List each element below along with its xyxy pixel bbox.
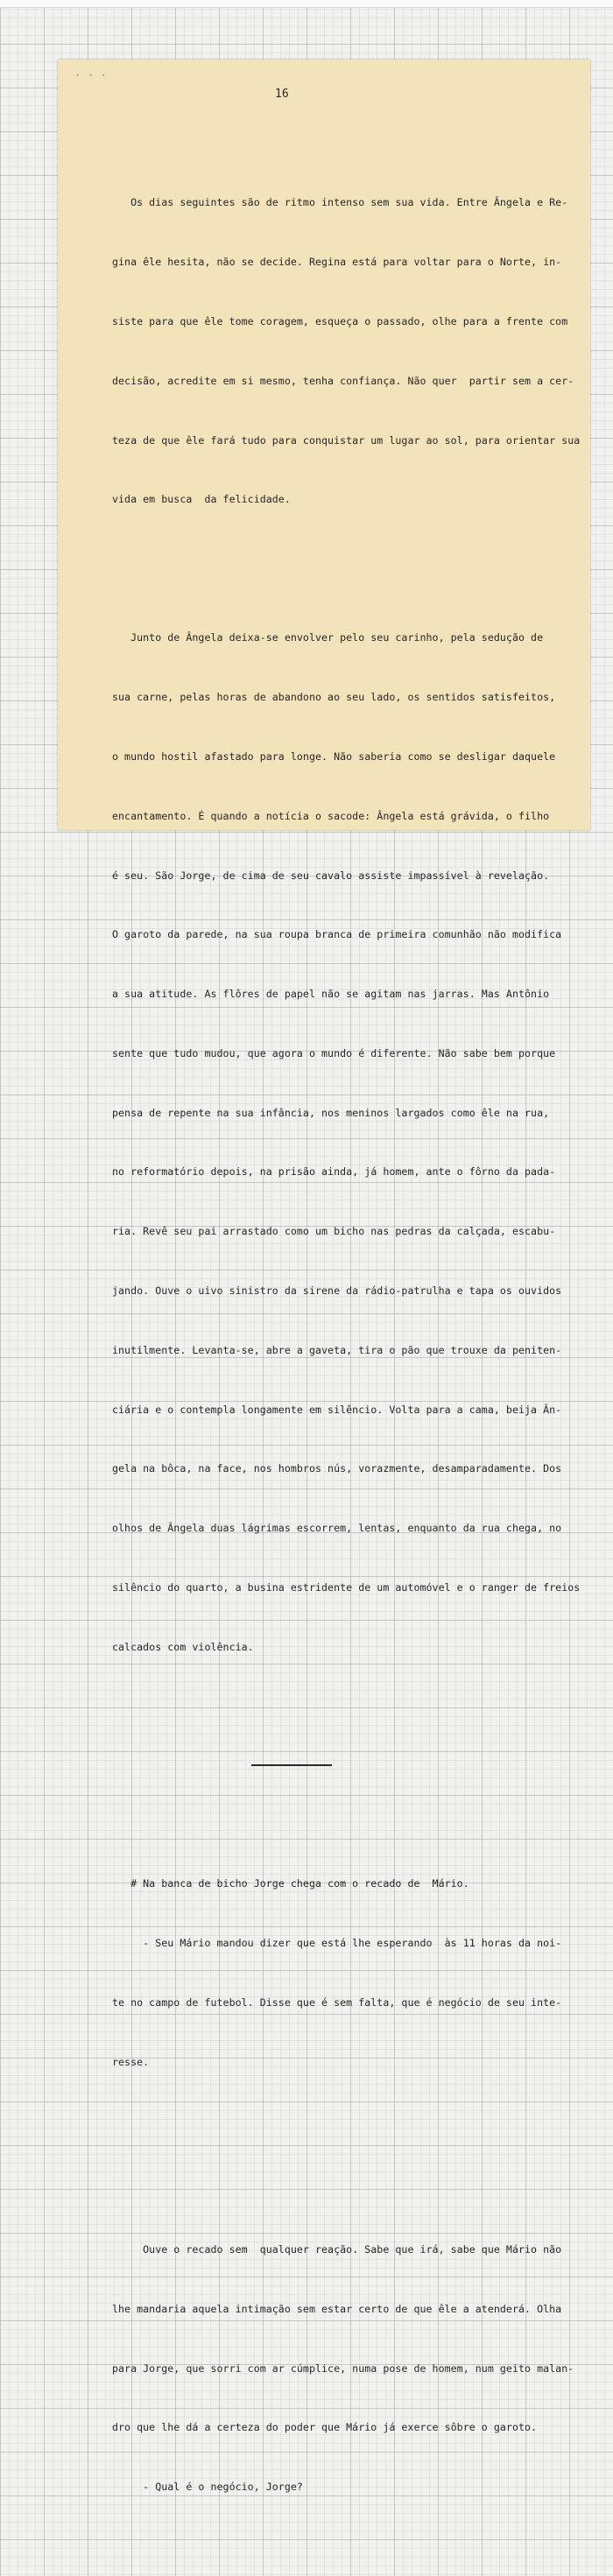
text-line: é seu. São Jorge, de cima de seu cavalo assiste impassível à revelação. [112, 869, 550, 882]
scanner-top-strip [0, 0, 613, 8]
text-line: sente que tudo mudou, que agora o mundo é diferente. Não sabe bem porque [112, 1046, 556, 1059]
corner-mark: · · · [75, 72, 109, 81]
text-line: - Qual é o negócio, Jorge? [112, 2481, 303, 2494]
page-body [112, 114, 581, 2576]
text-line: pensa de repente na sua infância, nos meninos largados como êle na rua, [112, 1106, 550, 1119]
text-line: Os dias seguintes são de ritmo intenso sem sua vida. Entre Ângela e Re- [112, 196, 568, 209]
text-line: para Jorge, que sorri com ar cúmplice, numa pose de homem, num geito malan- [112, 2361, 574, 2375]
text-line: dro que lhe dá a certeza do poder que Mário já exerce sôbre o garoto. [112, 2421, 538, 2434]
text-line: encantamento. É quando a notícia o sacode: Ângela está grávida, o filho [112, 809, 550, 822]
paragraph-2 [112, 588, 581, 1696]
text-line: O garoto da parede, na sua roupa branca de primeira comunhão não modifica [112, 928, 562, 941]
text-line: gela na bôca, na face, nos hombros nús, vorazmente, desamparadamente. Dos [112, 1462, 562, 1475]
section-divider [112, 1756, 567, 1775]
text-line: resse. [112, 2055, 150, 2068]
text-line: decisão, acredite em si mesmo, tenha confiança. Não quer partir sem a cer- [112, 374, 574, 387]
text-line: o mundo hostil afastado para longe. Não saberia como se desligar daquele [112, 750, 556, 763]
text-line: siste para que êle tome coragem, esqueça o passado, olhe para a frente com [112, 314, 568, 327]
text-line: jando. Ouve o uivo sinistro da sirene da rádio-patrulha e tapa os ouvidos [112, 1284, 562, 1298]
text-line: silêncio do quarto, a busina estridente de um automóvel e o ranger de freios [112, 1580, 581, 1594]
paragraph-gap [112, 2151, 567, 2161]
text-line: teza de que êle fará tudo para conquistar um lugar ao sol, para orientar sua [112, 433, 581, 447]
text-line: Ouve o recado sem qualquer reação. Sabe que irá, sabe que Mário não [112, 2242, 562, 2256]
paragraph-3 [112, 1834, 567, 2111]
text-line: inutilmente. Levanta-se, abre a gaveta, tira o pão que trouxe da peniten- [112, 1343, 562, 1356]
text-line: a sua atitude. As flôres de papel não se agitam nas jarras. Mas Antônio [112, 988, 550, 1001]
text-line: olhos de Ângela duas lágrimas escorrem, lentas, enquanto da rua chega, no [112, 1522, 562, 1535]
text-line: no reformatório depois, na prisão ainda, já homem, ante o fôrno da pada- [112, 1165, 556, 1179]
text-line: te no campo de futebol. Disse que é sem falta, que é negócio de seu inte- [112, 1995, 562, 2009]
divider-rule [251, 1764, 332, 1766]
text-line: sua carne, pelas horas de abandono ao seu lado, os sentidos satisfeitos, [112, 691, 556, 704]
page-number: 16 [275, 88, 289, 101]
text-line: ria. Revê seu pai arrastado como um bicho nas pedras da calçada, escabu- [112, 1225, 556, 1238]
paragraph-4 [112, 2200, 574, 2537]
text-line: - Seu Mário mandou dizer que está lhe esperando às 11 horas da noi- [112, 1937, 562, 1950]
text-line: # Na banca de bicho Jorge chega com o recado de Mário. [112, 1877, 469, 1890]
typewritten-page [58, 60, 590, 2494]
text-line: vida em busca da felicidade. [112, 493, 291, 506]
text-line: calcados com violência. [112, 1640, 254, 1653]
text-line: gina êle hesita, não se decide. Regina está para voltar para o Norte, in- [112, 256, 562, 269]
paragraph-1 [112, 153, 581, 549]
text-line: ciária e o contempla longamente em silêncio. Volta para a cama, beija Ân- [112, 1403, 562, 1416]
text-line: Junto de Ângela deixa-se envolver pelo seu carinho, pela sedução de [112, 631, 544, 644]
text-line: lhe mandaria aquela intimação sem estar certo de que êle a atenderá. Olha [112, 2302, 562, 2315]
